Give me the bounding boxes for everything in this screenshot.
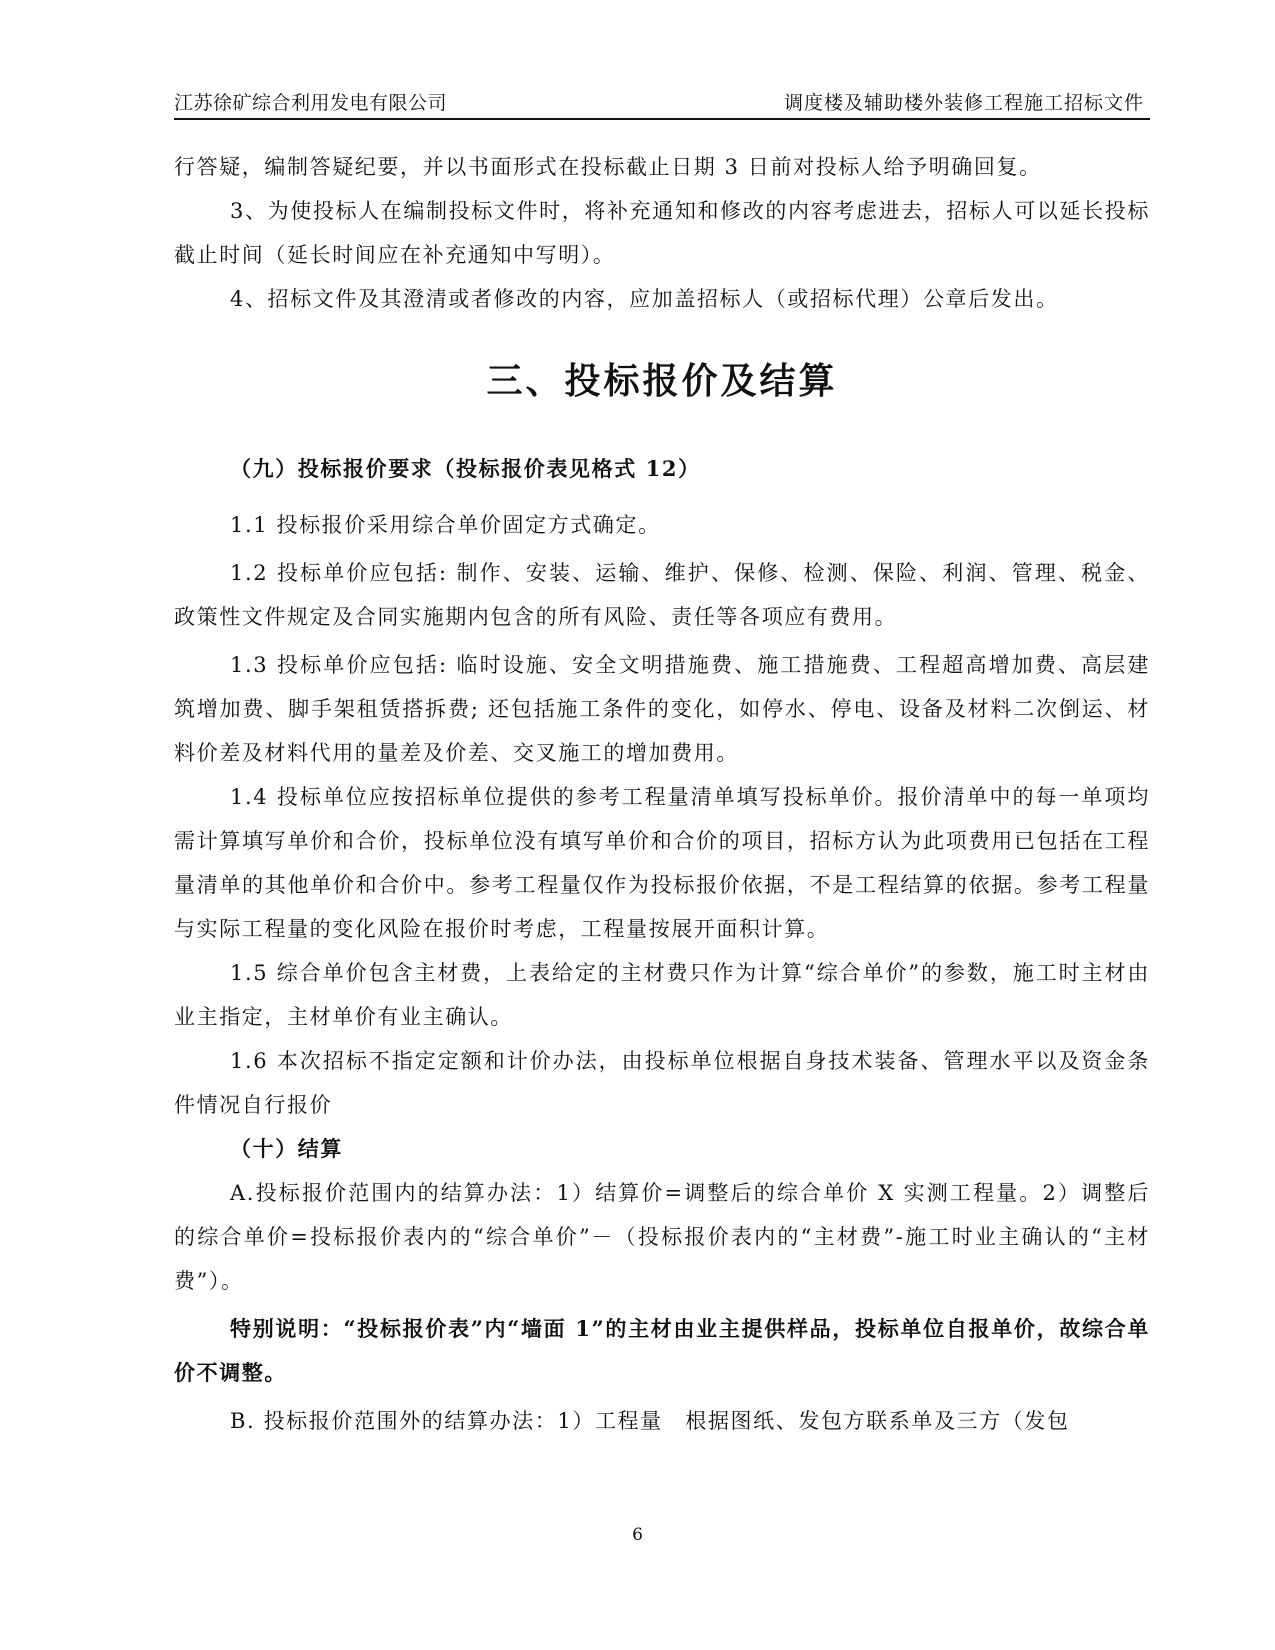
paragraph-continued: 行答疑，编制答疑纪要，并以书面形式在投标截止日期 3 日前对投标人给予明确回复。 (174, 155, 1042, 179)
item-1-3: 1.3 投标单价应包括: 临时设施、安全文明措施费、施工措施费、工程超高增加费、高层建筑增加费、脚手架租赁搭拆费; 还包括施工条件的变化，如停水、停电、设备及材料二次倒运、材料价差及材料代用的量差及价差、交叉施工的增加费用。 (174, 653, 1150, 765)
page-header (174, 88, 1150, 120)
page-number: 6 (632, 1525, 643, 1545)
item-1-1: 1.1 投标报价采用综合单价固定方式确定。 (230, 513, 661, 537)
paragraph-item-4: 4、招标文件及其澄清或者修改的内容，应加盖招标人（或招标代理）公章后发出。 (230, 287, 1059, 311)
page-body (174, 145, 1150, 1443)
settlement-item-a: A.投标报价范围内的结算办法：1）结算价=调整后的综合单价 X 实测工程量。2）调整后的综合单价=投标报价表内的“综合单价”－（投标报价表内的“主材费”-施工时业主确认的“主材费”）。 (174, 1181, 1150, 1293)
settlement-item-b: B. 投标报价范围外的结算办法：1）工程量 根据图纸、发包方联系单及三方（发包 (230, 1409, 1070, 1433)
item-1-6: 1.6 本次招标不指定定额和计价办法，由投标单位根据自身技术装备、管理水平以及资金条件情况自行报价 (174, 1049, 1150, 1117)
item-1-4: 1.4 投标单位应按招标单位提供的参考工程量清单填写投标单价。报价清单中的每一单项均需计算填写单价和合价，投标单位没有填写单价和合价的项目，招标方认为此项费用已包括在工程量清单的其他单价和合价中。参考工程量仅作为投标报价依据，不是工程结算的依据。参考工程量与实际工程量的变化风险在报价时考虑，工程量按展开面积计算。 (174, 785, 1150, 941)
subsection-title-10: （十）结算 (230, 1136, 343, 1161)
subsection-title-9: （九）投标报价要求（投标报价表见格式 12） (230, 456, 701, 481)
item-1-5: 1.5 综合单价包含主材费，上表给定的主材费只作为计算“综合单价”的参数，施工时主材由业主指定，主材单价有业主确认。 (174, 961, 1150, 1029)
special-note: 特别说明：“投标报价表”内“墙面 1”的主材由业主提供样品，投标单位自报单价，故综合单价不调整。 (174, 1316, 1150, 1385)
section-title: 三、投标报价及结算 (486, 360, 838, 402)
item-1-2: 1.2 投标单价应包括: 制作、安装、运输、维护、保修、检测、保险、利润、管理、税金、政策性文件规定及合同实施期内包含的所有风险、责任等各项应有费用。 (174, 561, 1150, 629)
header-doc-title: 调度楼及辅助楼外装修工程施工招标文件 (783, 92, 1144, 114)
header-company: 江苏徐矿综合利用发电有限公司 (174, 92, 448, 114)
paragraph-item-3: 3、为使投标人在编制投标文件时，将补充通知和修改的内容考虑进去，招标人可以延长投标截止时间（延长时间应在补充通知中写明）。 (174, 199, 1150, 267)
